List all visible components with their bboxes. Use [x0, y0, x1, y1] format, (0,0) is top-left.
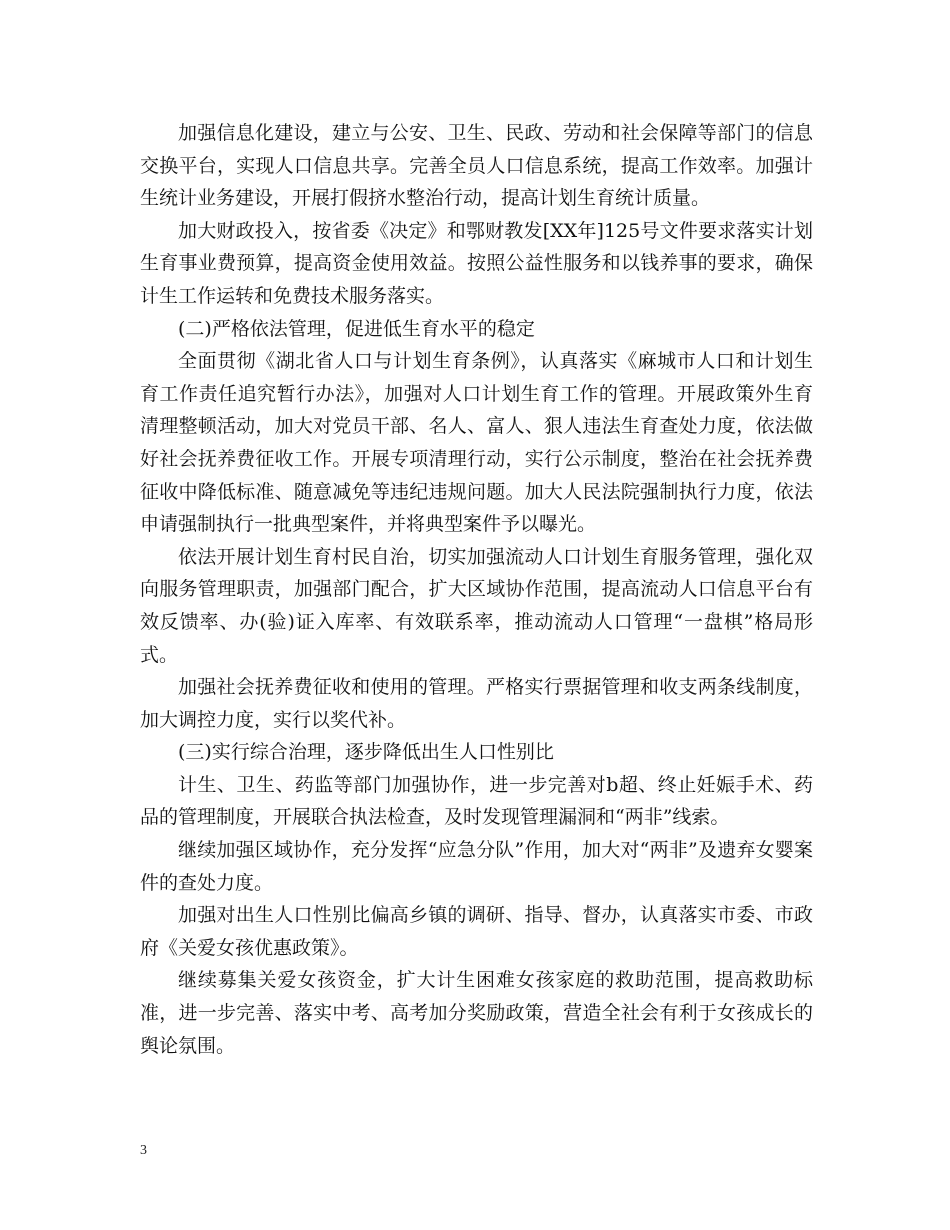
section-heading-2: (二)严格依法管理，促进低生育水平的稳定	[178, 317, 535, 340]
paragraph-village-autonomy: 依法开展计划生育村民自治，切实加强流动人口计划生育服务管理，强化双向服务管理职责，加强部门配合，扩大区域协作范围，提高流动人口信息平台有效反馈率、办(验)证入库率、有效联系率，推动流动人口管理“一盘棋”格局形式。	[140, 545, 813, 666]
paragraph-financial-investment: 加大财政投入，按省委《决定》和鄂财教发[XX年]125号文件要求落实计划生育事业费预算，提高资金使用效益。按照公益性服务和以钱养事的要求，确保计生工作运转和免费技术服务落实。	[140, 219, 813, 307]
section-heading-3: (三)实行综合治理，逐步降低出生人口性别比	[178, 741, 554, 764]
paragraph-department-cooperation: 计生、卫生、药监等部门加强协作，进一步完善对b超、终止妊娠手术、药品的管理制度，开展联合执法检查，及时发现管理漏洞和“两非”线索。	[140, 773, 813, 829]
paragraph-township-supervision: 加强对出生人口性别比偏高乡镇的调研、指导、督办，认真落实市委、市政府《关爱女孩优惠政策》。	[140, 904, 813, 959]
paragraph-care-for-girls-fund: 继续募集关爱女孩资金，扩大计生困难女孩家庭的救助范围，提高救助标准，进一步完善、落实中考、高考加分奖励政策，营造全社会有利于女孩成长的舆论氛围。	[140, 969, 813, 1057]
document-body	[140, 117, 813, 1062]
paragraph-regional-cooperation: 继续加强区域协作，充分发挥“应急分队”作用，加大对“两非”及遗弃女婴案件的查处力度。	[140, 839, 813, 894]
paragraph-fee-management: 加强社会抚养费征收和使用的管理。严格实行票据管理和收支两条线制度，加大调控力度，实行以奖代补。	[140, 676, 813, 731]
paragraph-law-enforcement: 全面贯彻《湖北省人口与计划生育条例》，认真落实《麻城市人口和计划生育工作责任追究暂行办法》，加强对人口计划生育工作的管理。开展政策外生育清理整顿活动，加大对党员干部、名人、富人、狠人违法生育查处力度，依法做好社会抚养费征收工作。开展专项清理行动，实行公示制度，整治在社会抚养费征收中降低标准、随意减免等违纪违规问题。加大人民法院强制执行力度，依法申请强制执行一批典型案件，并将典型案件予以曝光。	[140, 350, 813, 536]
page-number: 3	[140, 1143, 147, 1158]
paragraph-information-construction: 加强信息化建设，建立与公安、卫生、民政、劳动和社会保障等部门的信息交换平台，实现人口信息共享。完善全员人口信息系统，提高工作效率。加强计生统计业务建设，开展打假挤水整治行动，提高计划生育统计质量。	[140, 122, 813, 210]
